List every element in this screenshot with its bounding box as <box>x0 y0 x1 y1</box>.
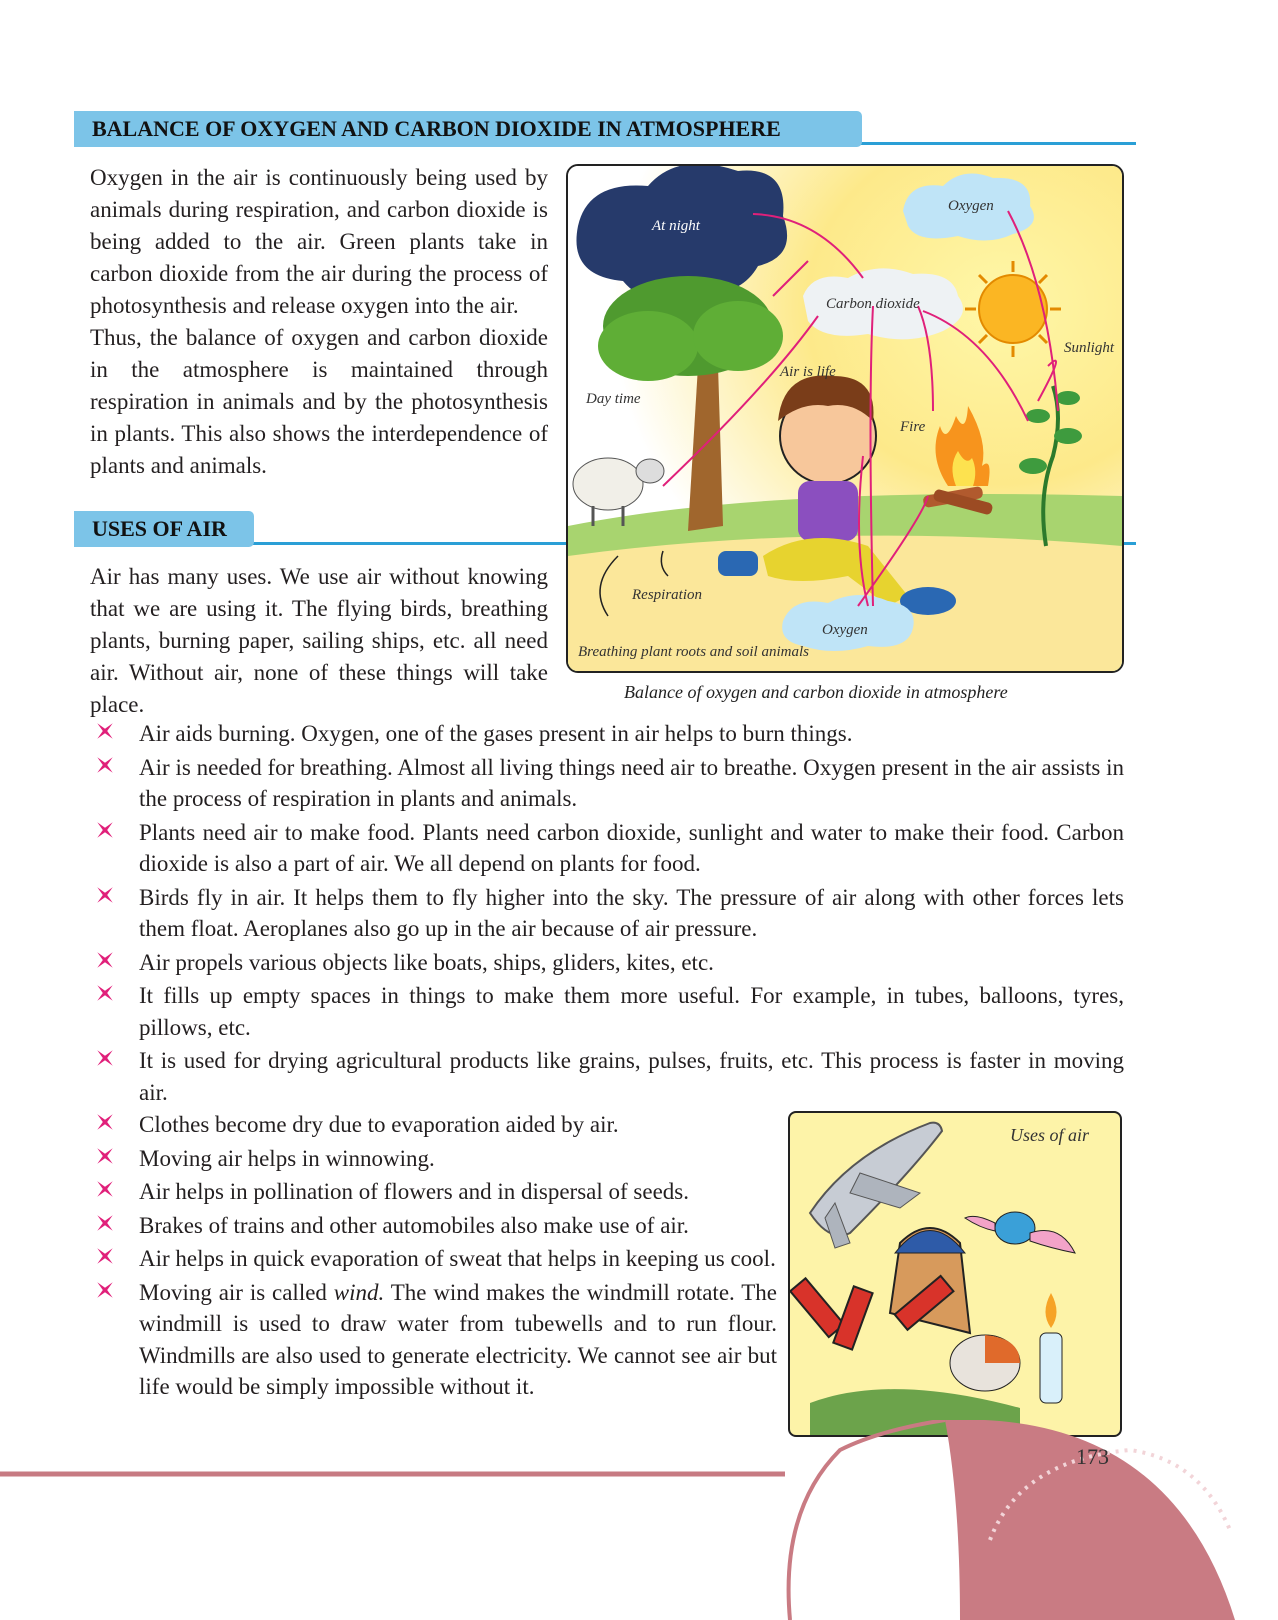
list-item: Air is needed for breathing. Almost all living things need air to breathe. Oxygen present in the air assists in the process of respiration in plants and animals. <box>84 752 1124 815</box>
bullet-icon <box>94 1178 116 1200</box>
list-item: It fills up empty spaces in things to make them more useful. For example, in tubes, balloons, tyres, pillows, etc. <box>84 980 1124 1043</box>
sun-icon <box>965 261 1061 357</box>
list-item: Air propels various objects like boats, ships, gliders, kites, etc. <box>84 947 1124 979</box>
uses-of-air-image <box>788 1111 1122 1437</box>
list-item: Brakes of trains and other automobiles also make use of air. <box>84 1210 777 1242</box>
section-heading-uses: USES OF AIR <box>74 511 254 547</box>
bird-icon <box>965 1212 1075 1253</box>
bullet-icon <box>94 720 116 742</box>
diagram-caption: Balance of oxygen and carbon dioxide in atmosphere <box>624 682 1008 702</box>
uses-illustration <box>790 1113 1120 1435</box>
uses-list-wide <box>84 718 1124 1110</box>
bullet-icon <box>94 1279 116 1301</box>
bullet-icon <box>94 884 116 906</box>
balloon-icon <box>950 1335 1020 1391</box>
list-item: Air aids burning. Oxygen, one of the gases present in air helps to burn things. <box>84 718 1124 750</box>
label-uses-of-air: Uses of air <box>1010 1125 1090 1145</box>
section-heading-balance: BALANCE OF OXYGEN AND CARBON DIOXIDE IN ATMOSPHERE <box>74 111 862 147</box>
label-at-night: At night <box>652 218 700 234</box>
balance-text <box>90 162 548 482</box>
balance-paragraph-1: Oxygen in the air is continuously being used by animals during respiration, and carbon dioxide is being added to the air. Green plants take in carbon dioxide from the air during the process of photosynthesis and release oxygen into the air. <box>90 165 548 318</box>
candle-icon <box>1040 1293 1062 1403</box>
list-item: Air helps in quick evaporation of sweat that helps in keeping us cool. <box>84 1243 777 1275</box>
page-number: 173 <box>1076 1444 1109 1469</box>
bullet-icon <box>94 982 116 1004</box>
list-item: Moving air helps in winnowing. <box>84 1143 777 1175</box>
label-oxygen-top: Oxygen <box>948 198 994 214</box>
label-day-time: Day time <box>586 391 641 407</box>
label-oxygen-bottom: Oxygen <box>822 622 868 638</box>
uses-list-narrow <box>84 1109 777 1405</box>
bullet-icon <box>94 1245 116 1267</box>
bullet-icon <box>94 819 116 841</box>
uses-intro: Air has many uses. We use air without knowing that we are using it. The flying birds, breathing plants, burning paper, sailing ships, etc. all need air. Without air, none of these things will take place. <box>90 564 548 717</box>
list-item: It is used for drying agricultural products like grains, pulses, fruits, etc. This process is faster in moving air. <box>84 1045 1124 1108</box>
list-item: Moving air is called wind. The wind makes the windmill rotate. The windmill is used to draw water from tubewells and to run flour. Windmills are also used to generate electricity. We cannot see air but life would be simply impossible without it. <box>84 1277 777 1403</box>
list-item: Clothes become dry due to evaporation aided by air. <box>84 1109 777 1141</box>
label-sunlight: Sunlight <box>1064 340 1115 356</box>
bullet-icon <box>94 754 116 776</box>
label-fire: Fire <box>900 419 926 435</box>
term-wind: wind. <box>333 1279 385 1305</box>
list-item: Birds fly in air. It helps them to fly higher into the sky. The pressure of air along with other forces lets them float. Aeroplanes also go up in the air because of air pressure. <box>84 882 1124 945</box>
bullet-icon <box>94 1145 116 1167</box>
label-air-is-life: Air is life <box>780 364 836 380</box>
bullet-icon <box>94 949 116 971</box>
label-roots: Breathing plant roots and soil animals <box>578 644 809 660</box>
balance-paragraph-2: Thus, the balance of oxygen and carbon dioxide in the atmosphere is maintained through respiration in animals and by the photosynthesis in plants. This also shows the interdependence of plants and animals. <box>90 325 548 478</box>
list-item: Air helps in pollination of flowers and in dispersal of seeds. <box>84 1176 777 1208</box>
bullet-icon <box>94 1212 116 1234</box>
label-respiration: Respiration <box>632 587 702 603</box>
windmill-icon <box>790 1228 1020 1435</box>
bullet-icon <box>94 1111 116 1133</box>
label-carbon-dioxide: Carbon dioxide <box>826 296 920 312</box>
bullet-icon <box>94 1047 116 1069</box>
list-item: Plants need air to make food. Plants need carbon dioxide, sunlight and water to make their food. Carbon dioxide is also a part of air. We all depend on plants for food. <box>84 817 1124 880</box>
balance-diagram <box>566 164 1124 673</box>
